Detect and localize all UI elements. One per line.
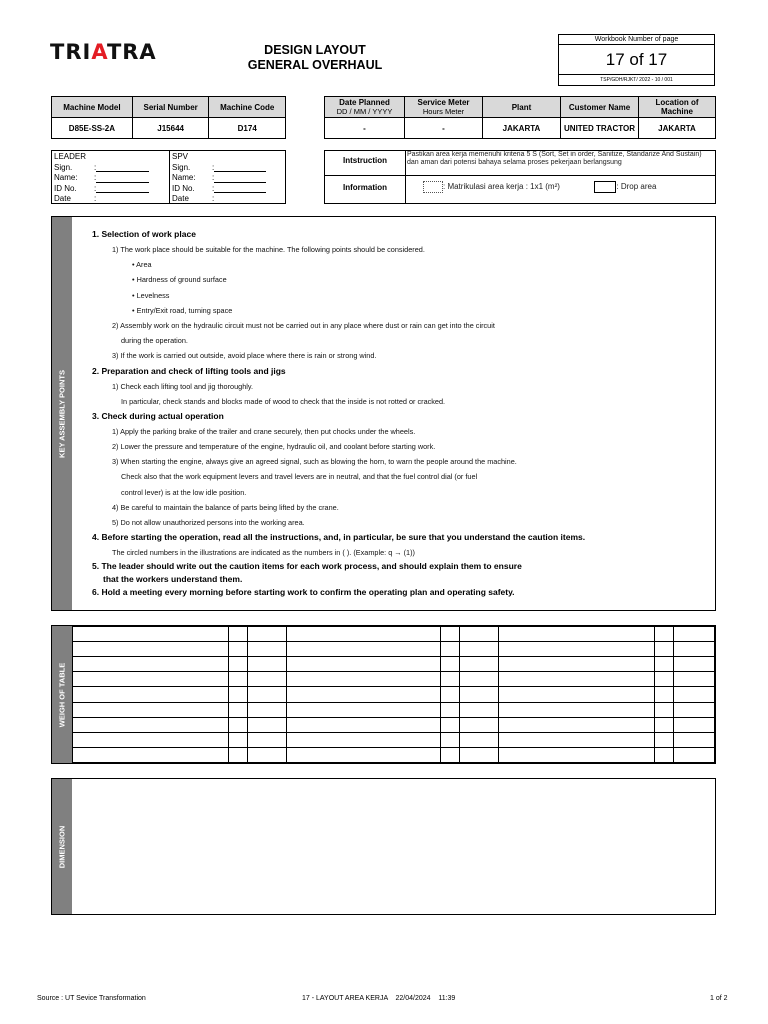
table-cell[interactable] <box>247 642 286 657</box>
table-cell[interactable] <box>228 657 247 672</box>
leader-date-row[interactable]: Date : <box>54 194 97 203</box>
table-cell[interactable] <box>286 687 441 702</box>
location-value: JAKARTA <box>639 118 716 139</box>
list-item: 1) Check each lifting tool and jig thoroughly. <box>112 381 254 391</box>
triatra-logo: TRIATRA <box>50 40 157 64</box>
section-heading: 4. Before starting the operation, read all the instructions, and, in particular, be sure that you understand the caution items. <box>92 532 586 543</box>
list-item: 3) When starting the engine, always give an agreed signal, such as blowing the horn, to warn the people around the machine. <box>112 457 517 467</box>
footer-center: 17 - LAYOUT AREA KERJA 22/04/2024 11:39 <box>302 995 456 1002</box>
table-cell[interactable] <box>228 702 247 717</box>
work-area-legend-icon <box>423 181 443 193</box>
table-cell[interactable] <box>674 642 715 657</box>
list-item: 1) The work place should be suitable for the machine. The following points should be considered. <box>112 245 425 254</box>
section-heading-continuation: that the workers understand them. <box>103 574 243 585</box>
list-item: The circled numbers in the illustrations are indicated as the numbers in ( ). (Example: q → (1)) <box>112 548 415 558</box>
table-cell[interactable] <box>73 657 229 672</box>
workbook-page-number: 17 of 17 <box>559 45 714 75</box>
table-cell[interactable] <box>286 627 441 642</box>
table-cell[interactable] <box>499 642 655 657</box>
table-cell[interactable] <box>460 672 499 687</box>
table-cell[interactable] <box>73 717 229 732</box>
table-cell[interactable] <box>460 687 499 702</box>
table-cell[interactable] <box>228 627 247 642</box>
dimension-sidebar: DIMENSION <box>52 779 72 914</box>
list-item-continuation: Check also that the work equipment levers and travel levers are in neutral, and that the fuel control dial (or fuel <box>121 472 478 482</box>
weigh-of-table-panel <box>51 625 716 764</box>
section-heading: 2. Preparation and check of lifting tools and jigs <box>92 365 286 376</box>
title-line-2: GENERAL OVERHAUL <box>247 58 383 72</box>
section-heading: 6. Hold a meeting every morning before starting work to confirm the operating plan and operating safety. <box>92 587 515 598</box>
table-cell[interactable] <box>73 642 229 657</box>
instruction-box <box>324 150 716 204</box>
table-cell[interactable] <box>441 627 460 642</box>
table-cell[interactable] <box>460 702 499 717</box>
leader-title: LEADER <box>54 152 87 161</box>
bullet-item: • Hardness of ground surface <box>132 275 227 285</box>
table-row <box>73 732 715 747</box>
spv-date-row[interactable]: Date : <box>172 194 215 203</box>
table-cell[interactable] <box>499 672 655 687</box>
key-assembly-points-content <box>92 227 702 600</box>
table-cell[interactable] <box>674 717 715 732</box>
table-cell[interactable] <box>499 657 655 672</box>
table-cell[interactable] <box>655 627 674 642</box>
machine-code-value: D174 <box>209 118 286 139</box>
weigh-table-grid <box>72 626 715 763</box>
table-cell[interactable] <box>441 732 460 747</box>
table-cell[interactable] <box>286 657 441 672</box>
table-cell[interactable] <box>499 747 655 762</box>
table-cell[interactable] <box>674 747 715 762</box>
footer-page: 1 of 2 <box>710 995 728 1002</box>
service-meter-value: - <box>405 118 483 139</box>
bullet-item: • Levelness <box>132 290 170 300</box>
list-item: 5) Do not allow unauthorized persons into the working area. <box>112 518 305 527</box>
table-row <box>73 672 715 687</box>
table-cell[interactable] <box>460 627 499 642</box>
table-cell[interactable] <box>73 732 229 747</box>
table-cell[interactable] <box>460 732 499 747</box>
table-cell[interactable] <box>674 657 715 672</box>
leader-signoff <box>52 151 169 203</box>
table-cell[interactable] <box>247 672 286 687</box>
list-item-continuation: control lever) is at the low idle position. <box>121 487 247 497</box>
bullet-item: • Entry/Exit road, turning space <box>132 305 233 315</box>
table-cell[interactable] <box>228 642 247 657</box>
work-area-legend-text: : Matrikulasi area kerja : 1x1 (m²) <box>443 182 560 192</box>
signoff-box <box>51 150 286 204</box>
table-cell[interactable] <box>286 702 441 717</box>
header-customer-name: Customer Name <box>561 97 639 118</box>
table-row <box>73 747 715 762</box>
spv-name-row[interactable]: Name: : <box>172 173 284 184</box>
table-row <box>73 642 715 657</box>
serial-number-value: J15644 <box>132 118 209 139</box>
information-label: Information <box>343 183 387 192</box>
table-cell[interactable] <box>247 717 286 732</box>
table-cell[interactable] <box>247 657 286 672</box>
table-cell[interactable] <box>73 687 229 702</box>
list-item-continuation: during the operation. <box>121 336 188 346</box>
table-cell[interactable] <box>441 702 460 717</box>
leader-sign-row[interactable]: Sign. : <box>54 163 167 174</box>
table-cell[interactable] <box>655 642 674 657</box>
table-cell[interactable] <box>247 687 286 702</box>
list-item-continuation: In particular, check stands and blocks made of wood to check that the inside is not rotted or cracked. <box>121 396 446 406</box>
table-cell[interactable] <box>286 642 441 657</box>
header-date-planned: Date Planned DD / MM / YYYY <box>325 97 405 118</box>
table-cell[interactable] <box>460 657 499 672</box>
list-item: 4) Be careful to maintain the balance of parts being lifted by the crane. <box>112 502 339 512</box>
workbook-code: TSP/GDH/RJKT/ 2022 - 10 / 001 <box>600 77 673 83</box>
section-heading: 3. Check during actual operation <box>92 410 224 421</box>
header-machine-model: Machine Model <box>52 97 133 118</box>
table-cell[interactable] <box>286 672 441 687</box>
table-cell[interactable] <box>441 672 460 687</box>
table-cell[interactable] <box>441 717 460 732</box>
table-cell[interactable] <box>655 702 674 717</box>
key-assembly-points-sidebar: KEY ASSEMBLY POINTS <box>52 217 72 610</box>
section-heading: 1. Selection of work place <box>92 229 196 239</box>
header-machine-code: Machine Code <box>209 97 286 118</box>
table-cell[interactable] <box>674 672 715 687</box>
spv-sign-row[interactable]: Sign. : <box>172 163 284 174</box>
table-cell[interactable] <box>441 642 460 657</box>
table-cell[interactable] <box>73 747 229 762</box>
table-cell[interactable] <box>228 732 247 747</box>
document-title <box>230 43 400 73</box>
table-cell[interactable] <box>499 702 655 717</box>
table-cell[interactable] <box>460 717 499 732</box>
machine-info-table <box>51 96 286 139</box>
spv-id-row[interactable]: ID No. : <box>172 184 284 195</box>
spv-signoff <box>169 151 286 203</box>
workbook-page-box <box>558 34 715 86</box>
table-cell[interactable] <box>674 732 715 747</box>
table-cell[interactable] <box>674 702 715 717</box>
table-cell[interactable] <box>247 732 286 747</box>
table-cell[interactable] <box>228 672 247 687</box>
table-cell[interactable] <box>441 657 460 672</box>
key-assembly-points-panel <box>51 216 716 611</box>
table-row <box>73 717 715 732</box>
header-serial-number: Serial Number <box>132 97 209 118</box>
table-cell[interactable] <box>228 717 247 732</box>
drop-area-legend-text: : Drop area <box>616 182 657 192</box>
table-cell[interactable] <box>655 687 674 702</box>
instruction-text: Pastikan area kerja memenuhi kriteria 5 S (Sort, Set in order, Sanitize, Standarize And Sustain) dan aman dari potensi bahaya selama proses pekerjaan berlangsung <box>407 151 702 166</box>
table-cell[interactable] <box>286 747 441 762</box>
table-cell[interactable] <box>228 747 247 762</box>
table-cell[interactable] <box>655 672 674 687</box>
spv-title: SPV <box>172 152 189 161</box>
table-cell[interactable] <box>73 672 229 687</box>
table-cell[interactable] <box>286 717 441 732</box>
leader-id-row[interactable]: ID No. : <box>54 184 167 195</box>
customer-name-value: UNITED TRACTOR <box>561 118 639 139</box>
list-item: 1) Apply the parking brake of the trailer and crane securely, then put chocks under the wheels. <box>112 426 416 436</box>
table-cell[interactable] <box>247 702 286 717</box>
instruction-label: Intstruction <box>343 156 387 165</box>
header-location: Location of Machine <box>639 97 716 118</box>
workbook-caption: Workbook Number of page <box>559 35 714 45</box>
table-cell[interactable] <box>499 627 655 642</box>
table-cell[interactable] <box>441 687 460 702</box>
table-cell[interactable] <box>655 732 674 747</box>
table-cell[interactable] <box>674 627 715 642</box>
footer-source: Source : UT Sevice Transformation <box>37 995 146 1002</box>
title-line-1: DESIGN LAYOUT <box>264 43 366 57</box>
header-service-meter: Service Meter Hours Meter <box>405 97 483 118</box>
section-heading: 5. The leader should write out the caution items for each work process, and should explain them to ensure <box>92 561 522 572</box>
table-cell[interactable] <box>460 747 499 762</box>
table-row <box>73 657 715 672</box>
weigh-of-table-sidebar: WEIGH OF TABLE <box>52 626 72 763</box>
table-cell[interactable] <box>247 627 286 642</box>
table-cell[interactable] <box>460 642 499 657</box>
table-cell[interactable] <box>228 687 247 702</box>
table-cell[interactable] <box>655 717 674 732</box>
table-cell[interactable] <box>286 732 441 747</box>
table-cell[interactable] <box>499 717 655 732</box>
table-row <box>73 687 715 702</box>
list-item: 2) Assembly work on the hydraulic circuit must not be carried out in any place where dust or rain can get into the circuit <box>112 320 495 330</box>
machine-model-value: D85E-SS-2A <box>52 118 133 139</box>
table-cell[interactable] <box>499 732 655 747</box>
table-cell[interactable] <box>655 747 674 762</box>
list-item: 2) Lower the pressure and temperature of the engine, hydraulic oil, and coolant before starting work. <box>112 442 436 452</box>
table-row <box>73 702 715 717</box>
leader-name-row[interactable]: Name: : <box>54 173 167 184</box>
dimension-panel <box>51 778 716 915</box>
date-planned-value: - <box>325 118 405 139</box>
table-cell[interactable] <box>73 627 229 642</box>
table-cell[interactable] <box>73 702 229 717</box>
table-row <box>73 627 715 642</box>
bullet-item: • Area <box>132 260 152 270</box>
plant-value: JAKARTA <box>483 118 561 139</box>
header-plant: Plant <box>483 97 561 118</box>
list-item: 3) If the work is carried out outside, avoid place where there is rain or strong wind. <box>112 351 377 361</box>
table-cell[interactable] <box>499 687 655 702</box>
drop-area-legend-icon <box>594 181 616 193</box>
plan-info-table <box>324 96 716 139</box>
table-cell[interactable] <box>247 747 286 762</box>
table-cell[interactable] <box>655 657 674 672</box>
table-cell[interactable] <box>441 747 460 762</box>
table-cell[interactable] <box>674 687 715 702</box>
information-row <box>423 181 656 193</box>
